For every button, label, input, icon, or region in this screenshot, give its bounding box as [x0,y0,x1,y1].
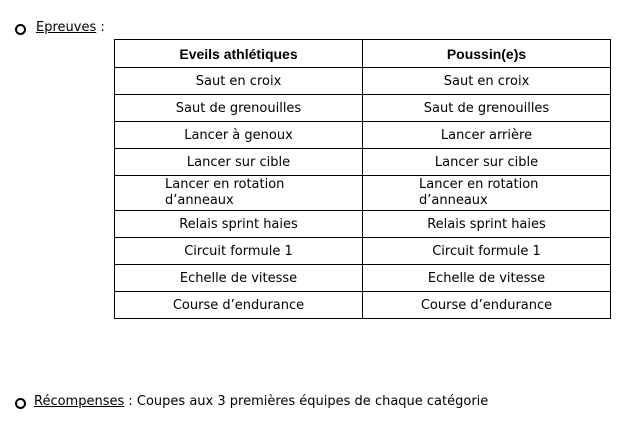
table-row [115,68,611,95]
epreuves-suffix: : [96,20,105,35]
table-cell: Lancer sur cible [115,149,363,176]
table-cell: Circuit formule 1 [363,238,611,265]
table-cell: Relais sprint haies [363,211,611,238]
table-header-row [115,40,611,68]
table-cell: Echelle de vitesse [363,265,611,292]
table-cell: Saut en croix [363,68,611,95]
table-cell [115,176,363,211]
table-cell: Course d’endurance [115,292,363,319]
table-row [115,95,611,122]
recompenses-bullet-icon [15,398,26,409]
table-cell: Saut de grenouilles [115,95,363,122]
epreuves-line [36,20,105,36]
epreuves-heading: Epreuves [36,20,97,35]
table-cell: Saut de grenouilles [363,95,611,122]
table-row [115,176,611,211]
table-row [115,211,611,238]
table-row [115,238,611,265]
table-cell: Lancer à genoux [115,122,363,149]
recompenses-text: : Coupes aux 3 premières équipes de chaque catégorie [124,394,489,409]
table-cell: Relais sprint haies [115,211,363,238]
table-row [115,149,611,176]
recompenses-heading: Récompenses [34,394,125,409]
table-cell: Lancer arrière [363,122,611,149]
table-cell [363,176,611,211]
events-table [114,39,611,319]
table-row [115,292,611,319]
table-row [115,265,611,292]
recompenses-line [34,394,488,410]
column-header-eveils: Eveils athlétiques [115,40,363,68]
table-row [115,122,611,149]
table-cell: Course d’endurance [363,292,611,319]
table-cell: Lancer sur cible [363,149,611,176]
epreuves-bullet-icon [15,24,26,35]
table-cell-text: Lancer en rotation d’anneaux [419,177,539,208]
table-cell: Echelle de vitesse [115,265,363,292]
column-header-poussins: Poussin(e)s [363,40,611,68]
table-cell: Saut en croix [115,68,363,95]
table-cell-text: Lancer en rotation d’anneaux [165,177,285,208]
table-cell: Circuit formule 1 [115,238,363,265]
